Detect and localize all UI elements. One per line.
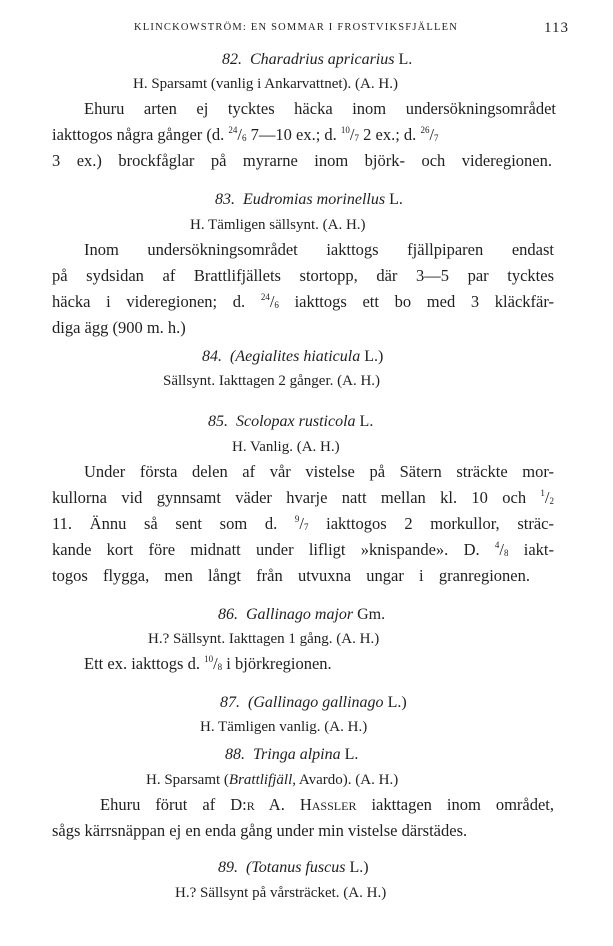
species-author: L.: [389, 191, 403, 208]
species-name: (Gallinago gallinago: [248, 694, 384, 711]
entry-title: [215, 191, 403, 209]
text-line: togos flygga, men långt från utvuxna ungar i granregionen.: [52, 566, 530, 585]
text-line: iakttogos några gånger (d. $^{24}/_6$ 7—10 ex.; d. $^{10}/_7$ 2 ex.; d. $^{26}/_7$: [52, 125, 439, 144]
species-author: L.): [387, 694, 407, 711]
text-line: Ehuru arten ej tycktes häcka inom undersökningsområdet: [84, 99, 556, 118]
text-line: Ehuru förut af D:r A. Hassler iakttagen inom området,: [100, 795, 555, 814]
entry-number: 88.: [225, 746, 245, 763]
running-title: KLINCKOWSTRÖM: EN SOMMAR I FROSTVIKSFJÄLLEN: [134, 22, 459, 33]
text-line: diga ägg (900 m. h.): [52, 318, 186, 337]
entry-status: H. Vanlig. (A. H.): [232, 439, 340, 455]
species-name: Eudromias morinellus: [243, 191, 386, 208]
species-name: Charadrius apricarius: [250, 51, 395, 68]
entry-title: [202, 348, 383, 366]
entry-status: H.? Sällsynt. Iakttagen 1 gång. (A. H.): [148, 631, 380, 647]
entry-title: [218, 859, 369, 877]
entry-number: 89.: [218, 859, 238, 876]
entry-status: H.? Sällsynt på vårsträcket. (A. H.): [175, 885, 387, 901]
species-author: Gm.: [357, 606, 386, 623]
entry-title: [218, 606, 385, 624]
entry-status: H. Tämligen vanlig. (A. H.): [200, 719, 368, 735]
text-line: Under första delen af vår vistelse på Sätern sträckte mor-: [84, 462, 554, 481]
species-author: L.): [364, 348, 384, 365]
text-line: 3 ex.) brockfåglar på myrarne inom björk- och videregionen.: [52, 151, 552, 170]
species-name: Scolopax rusticola: [236, 413, 356, 430]
species-name: (Totanus fuscus: [246, 859, 346, 876]
entry-title: [220, 694, 407, 712]
species-author: L.: [344, 746, 359, 763]
text-line: kullorna vid gynnsamt väder hvarje natt mellan kl. 10 och $^1/_2$: [52, 488, 554, 507]
species-author: L.: [398, 51, 413, 68]
entry-number: 87.: [220, 694, 240, 711]
species-name: Tringa alpina: [253, 746, 341, 763]
entry-number: 82.: [222, 51, 242, 68]
text-line: Inom undersökningsområdet iakttogs fjällpiparen endast: [84, 240, 554, 259]
text-line: kande kort före midnatt under lifligt »knispande». D. $^4/_8$ iakt-: [52, 540, 554, 559]
species-author: L.: [359, 413, 374, 430]
entry-title: [222, 51, 412, 69]
entry-number: 86.: [218, 606, 238, 623]
text-line: på sydsidan af Brattlifjällets stortopp, där 3—5 par tycktes: [52, 266, 554, 285]
entry-number: 83.: [215, 191, 235, 208]
entry-status: H. Tämligen sällsynt. (A. H.): [190, 217, 366, 233]
text-line: häcka i videregionen; d. $^{24}/_6$ iakttogs ett bo med 3 kläckfär-: [52, 292, 554, 311]
text-line: 11. Ännu så sent som d. $^9/_7$ iakttogos 2 morkullor, sträc-: [52, 514, 554, 533]
entry-title: [225, 746, 358, 764]
entry-status: H. Sparsamt (Brattlifjäll, Avardo). (A. H.): [146, 772, 399, 788]
text-line: sågs kärrsnäppan ej en enda gång under min vistelse därstädes.: [52, 821, 468, 840]
species-name: Gallinago major: [246, 606, 354, 623]
entry-status: H. Sparsamt (vanlig i Ankarvattnet). (A. H.): [133, 76, 398, 92]
text-line: Ett ex. iakttogs d. $^{10}/_8$ i björkregionen.: [84, 654, 332, 673]
entry-number: 85.: [208, 413, 228, 430]
running-header: [52, 20, 569, 40]
page-number: 113: [544, 20, 569, 36]
entry-title: [208, 413, 373, 431]
entry-number: 84.: [202, 348, 222, 365]
species-name: (Aegialites hiaticula: [230, 348, 361, 365]
species-author: L.): [349, 859, 369, 876]
entry-status: Sällsynt. Iakttagen 2 gånger. (A. H.): [163, 373, 381, 389]
